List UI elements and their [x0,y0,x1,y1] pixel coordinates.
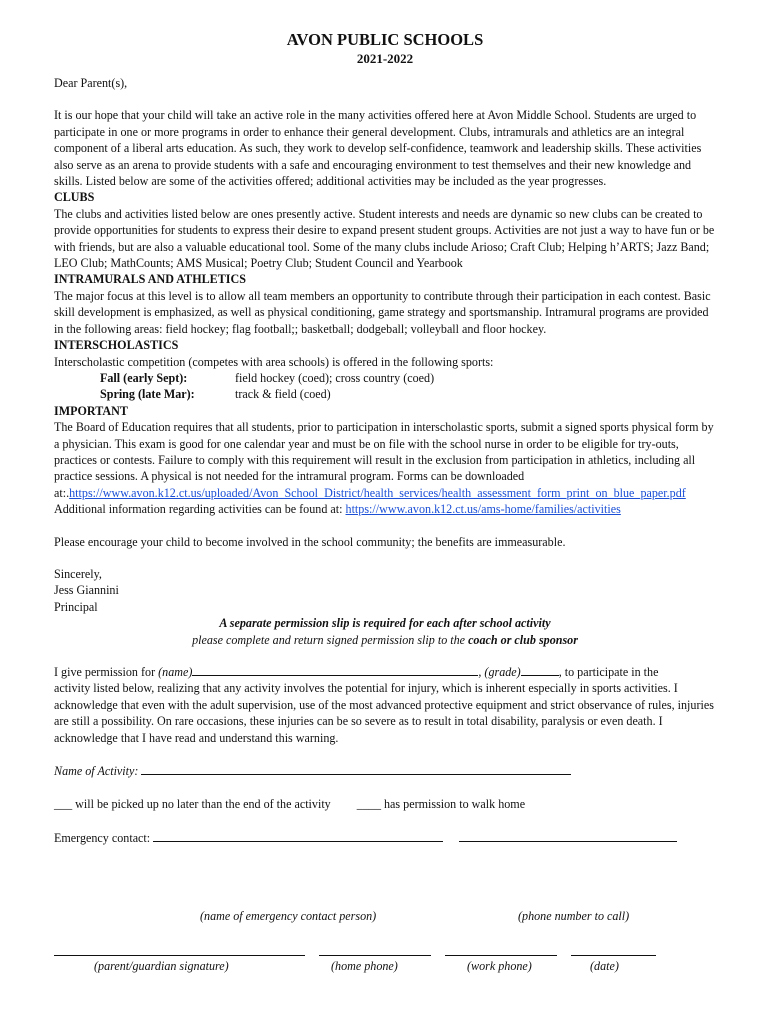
season-sports: track & field (coed) [235,387,331,402]
activity-name-field[interactable] [141,763,571,775]
closing-sincerely: Sincerely, [54,566,102,581]
important-paragraph: The Board of Education requires that all students, prior to participation in interscholastic sports, submit a signed sports physical form by a physician. This exam is good for one calendar year and must be on file with the school nurse in order to be eligible for try-outs, practices or contests. Failure to comply with this requirement will result in the exclusion from participation in athletics, including all practice sessions. A physical is not needed for the intramural program. Forms can be downloaded [54,420,714,484]
important-heading: IMPORTANT [54,403,128,418]
form-link-line [54,485,716,501]
emergency-phone-field[interactable] [459,830,677,842]
more-info-line [54,501,716,517]
season-row [54,370,716,386]
walk-label: has permission to walk home [380,797,526,812]
intramurals-paragraph: The major focus at this level is to allow all team members an opportunity to contribute through their participation in each contest. Basic skill development is emphasized, as well as physical conditioning, game strategy and sportsmanship. Intramural programs are provided in the following areas: field hockey; flag football;; basketball; dodgeball; volleyball and floor hockey. [54,288,711,336]
letter-page [54,30,716,846]
principal-role: Principal [54,599,98,614]
coach-sponsor: coach or club sponsor [468,632,578,647]
home-phone-caption: (home phone) [331,959,398,973]
emergency-name-field[interactable] [153,830,443,842]
season-label: Spring (late Mar): [100,387,195,402]
school-year: 2021-2022 [356,51,414,66]
greeting: Dear Parent(s), [54,76,128,90]
emergency-label: Emergency contact: [54,830,154,845]
emergency-line [54,830,716,846]
walk-checkbox[interactable]: ____ [356,797,381,812]
encourage-line: Please encourage your child to become involved in the school community; the benefits are immeasurable. [54,534,566,549]
principal-name: Jess Giannini [54,583,119,598]
clubs-paragraph: The clubs and activities listed below are ones presently active. Student interests and needs are dynamic so new clubs can be created to provide opportunities for students to express their desire to expand present student groups. Activities are not just a way to have fun or be with friends, but are also a valuable educational tool. Some of the many clubs include Arioso; Craft Club; Helping h’ARTS; Jazz Band; LEO Club; MathCounts; AMS Musical; Poetry Club; Student Council and Yearbook [54,206,715,271]
home-phone-field[interactable] [319,955,431,956]
name-label: (name) [158,665,193,679]
activity-label: Name of Activity: [54,764,142,779]
interscholastics-heading: INTERSCHOLASTICS [54,338,179,353]
clubs-heading: CLUBS [54,190,95,205]
emergency-phone-caption: (phone number to call) [518,909,630,923]
slip-instructions [54,632,716,648]
work-phone-field[interactable] [445,955,557,956]
season-label: Fall (early Sept): [100,370,188,385]
activity-line [54,763,716,779]
intro-paragraph: It is our hope that your child will take an active role in the many activities offered here at Avon Middle School. Students are urged to participate in one or more programs in order to enhance their general development. Clubs, intramurals and athletics are an integral component of a liberal arts education. As such, they work to develop self-confidence, teamwork and leadership skills. These activities also serve as an arena to provide students with a safe and encouraging environment to test themselves and their new knowledge and skills. Listed below are some of the activities offered; additional activities may be included as the year progresses. [54,108,702,189]
student-name-field[interactable] [192,664,478,676]
form-link-prefix: at:. [54,485,70,500]
intramurals-heading: INTRAMURALS AND ATHLETICS [54,272,246,287]
permission-prefix: I give permission for [54,665,159,679]
date-caption: (date) [590,959,619,973]
emergency-name-caption: (name of emergency contact person) [200,909,377,923]
date-field[interactable] [571,955,656,956]
interscholastics-paragraph: Interscholastic competition (competes with area schools) is offered in the following sports: [54,354,494,369]
more-info-prefix: Additional information regarding activities can be found at: [54,502,346,517]
grade-label: , (grade) [478,665,521,679]
page-title: AVON PUBLIC SCHOOLS [286,30,484,49]
signature-caption: (parent/guardian signature) [94,959,229,973]
slip-notice: A separate permission slip is required for each after school activity [219,616,551,631]
permission-line [54,664,716,680]
grade-field[interactable] [521,664,559,676]
slip-instructions-text: please complete and return signed permission slip to the [192,632,469,647]
permission-suffix: , to participate in the [558,665,659,679]
pickup-label: will be picked up no later than the end of the activity [72,797,331,812]
pickup-line [54,796,716,812]
activities-link[interactable]: https://www.avon.k12.ct.us/ams-home/families/activities [345,502,621,517]
health-form-link[interactable]: https://www.avon.k12.ct.us/uploaded/Avon_School_District/health_services/health_assessment_form_print_on_blue_paper.pdf [69,485,686,500]
season-row [54,386,716,402]
waiver-paragraph: activity listed below, realizing that any activity involves the potential for injury, which is inherent especially in sports activities. I acknowledge that even with the adult supervision, use of the most advanced protective equipment and strict observance of rules, injuries are still a possibility. On rare occasions, these injuries can be so severe as to result in total disability, paralysis or even death. I acknowledge that I have read and understand this warning. [54,681,714,745]
season-sports: field hockey (coed); cross country (coed) [235,370,435,385]
signature-field[interactable] [54,955,305,956]
work-phone-caption: (work phone) [467,959,532,973]
pickup-checkbox[interactable]: ___ [54,797,73,812]
